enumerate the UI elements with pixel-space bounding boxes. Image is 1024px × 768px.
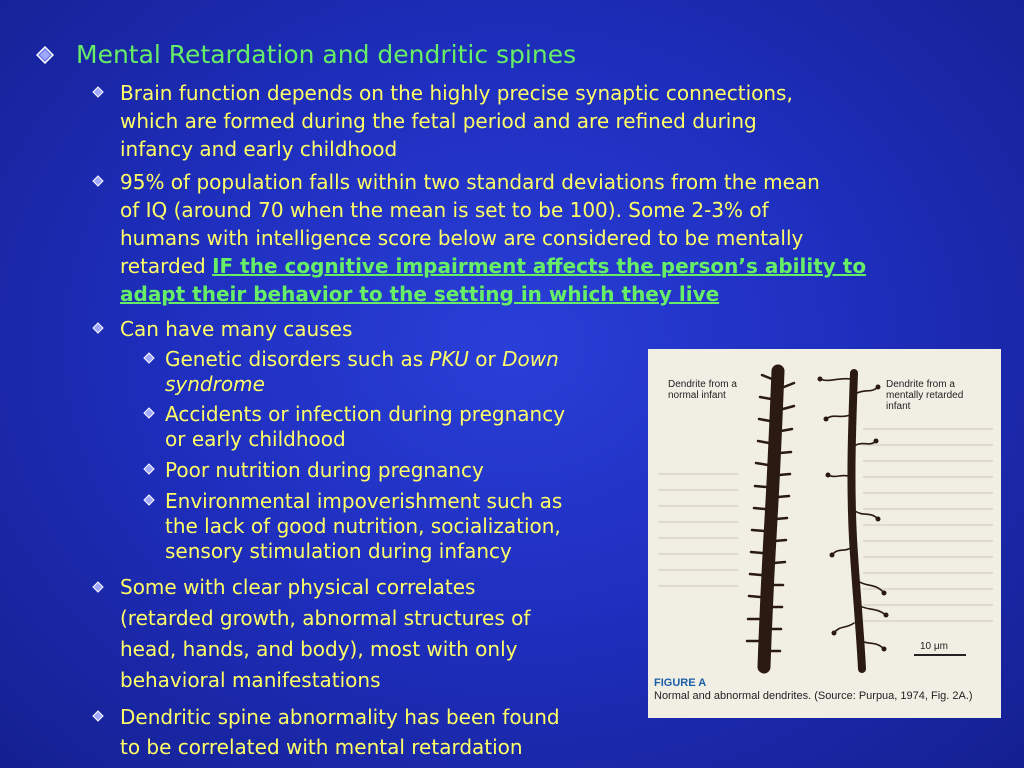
bullet-text: (retarded growth, abnormal structures of bbox=[120, 606, 531, 630]
figure-caption: Normal and abnormal dendrites. (Source: Purpua, 1974, Fig. 2A.) bbox=[654, 690, 973, 702]
pku-term: PKU bbox=[429, 347, 469, 371]
bullet-text: which are formed during the fetal period and are refined during bbox=[120, 109, 757, 133]
diamond-bullet-icon bbox=[92, 175, 104, 187]
diamond-bullet-icon bbox=[92, 322, 104, 334]
bullet-text: 95% of population falls within two standard deviations from the mean bbox=[120, 170, 820, 194]
figure-label-line: Dendrite from a bbox=[886, 379, 955, 390]
diamond-bullet-icon bbox=[143, 463, 155, 475]
bullet-text: Brain function depends on the highly precise synaptic connections, bbox=[120, 81, 793, 105]
diamond-bullet-icon bbox=[143, 407, 155, 419]
figure-label-line: normal infant bbox=[668, 390, 726, 401]
syndrome-term: syndrome bbox=[165, 372, 265, 396]
diamond-bullet-icon bbox=[92, 581, 104, 593]
bullet-text-prefix: retarded bbox=[120, 254, 213, 278]
diamond-bullet-icon bbox=[92, 86, 104, 98]
down-term: Down bbox=[502, 347, 559, 371]
sub-bullet-text: sensory stimulation during infancy bbox=[165, 539, 512, 563]
sub-bullet-text-prefix: Genetic disorders such as bbox=[165, 347, 430, 371]
figure-title: FIGURE A bbox=[654, 677, 707, 689]
diamond-bullet-icon bbox=[92, 710, 104, 722]
sub-bullet-connector: or bbox=[468, 347, 503, 371]
diamond-bullet-icon bbox=[143, 352, 155, 364]
bullet-text: Dendritic spine abnormality has been found bbox=[120, 705, 560, 729]
figure-label-line: mentally retarded bbox=[886, 390, 964, 401]
dendrite-figure bbox=[648, 349, 1001, 718]
sub-bullet-text bbox=[165, 347, 559, 372]
scale-bar-label: 10 μm bbox=[920, 641, 948, 652]
figure-label-abnormal bbox=[886, 379, 963, 412]
bullet-text: infancy and early childhood bbox=[120, 137, 398, 161]
sub-bullet-text: or early childhood bbox=[165, 427, 346, 451]
bullet-text bbox=[120, 252, 866, 280]
bullet-text: behavioral manifestations bbox=[120, 668, 381, 692]
emphasis-link-text: IF the cognitive impairment affects the person’s ability to bbox=[212, 254, 867, 278]
bullet-text: Can have many causes bbox=[120, 317, 353, 341]
bullet-text: head, hands, and body), most with only bbox=[120, 637, 518, 661]
figure-label-line: Dendrite from a bbox=[668, 379, 737, 390]
slide-title: Mental Retardation and dendritic spines bbox=[76, 40, 577, 69]
bullet-text: of IQ (around 70 when the mean is set to be 100). Some 2-3% of bbox=[120, 198, 769, 222]
bullet-text: Some with clear physical correlates bbox=[120, 575, 476, 599]
sub-bullet-text: Environmental impoverishment such as bbox=[165, 489, 563, 513]
sub-bullet-text: Poor nutrition during pregnancy bbox=[165, 458, 484, 482]
diamond-bullet-icon bbox=[36, 46, 54, 64]
figure-label-normal bbox=[668, 379, 737, 401]
figure-label-line: infant bbox=[886, 401, 911, 412]
bullet-text bbox=[120, 280, 719, 308]
sub-bullet-text bbox=[165, 372, 265, 397]
sub-bullet-text: the lack of good nutrition, socialization, bbox=[165, 514, 561, 538]
sub-bullet-text: Accidents or infection during pregnancy bbox=[165, 402, 566, 426]
diamond-bullet-icon bbox=[143, 494, 155, 506]
emphasis-link-text: adapt their behavior to the setting in which they live bbox=[120, 282, 720, 306]
bullet-text: to be correlated with mental retardation bbox=[120, 735, 523, 759]
bullet-text: humans with intelligence score below are considered to be mentally bbox=[120, 226, 804, 250]
